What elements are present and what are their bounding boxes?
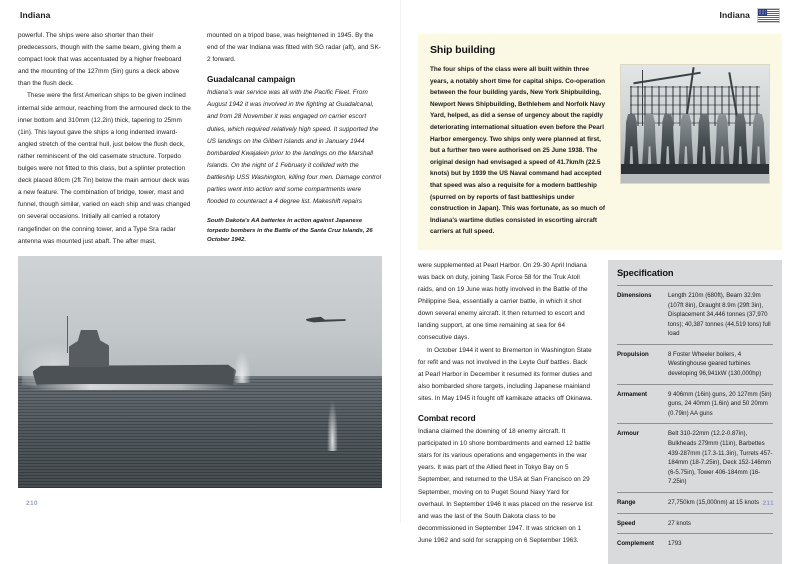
left-column-one bbox=[18, 30, 193, 248]
running-head-right-label: Indiana bbox=[719, 10, 750, 20]
paragraph: These were the first American ships to be given inclined internal side armour, reaching from the armoured deck to the inner bottom and 310mm (12.2in) thick, tapering to 25mm (1in). This layout gave the ships a long indented inward-angled stretch of the central hull, just below the flush deck, rather reminiscent of the old casemate structure. Torpedo bulges were not fitted to this class, but a splinter protection deck placed 80cm (2ft 7in) below the main armour deck was a new feature. The combination of bridge, tower, mast and funnel, though similar, varied on each ship and was changed on several occasions. Initially all carried a rotatory rangefinder on the conning tower, and a Type Sra radar antenna was mounted just abaft. The after mast, bbox=[18, 92, 191, 245]
spec-value: 8 Foster Wheeler boilers, 4 Westinghouse geared turbines developing 96,941kW (130,000hp) bbox=[667, 350, 762, 378]
page-number-right: 211 bbox=[762, 500, 774, 507]
spec-key: Dimensions bbox=[616, 291, 652, 299]
spec-row bbox=[617, 533, 773, 554]
photo-ship-hull bbox=[33, 362, 237, 385]
photo-shell-splash bbox=[327, 400, 338, 451]
spec-value: 1793 bbox=[667, 540, 682, 548]
panel-title: Ship building bbox=[430, 44, 496, 56]
running-head-left bbox=[18, 0, 382, 30]
specification-title: Specification bbox=[616, 267, 674, 278]
running-head-right bbox=[418, 0, 782, 30]
spec-row bbox=[617, 423, 773, 492]
spec-row bbox=[617, 492, 773, 513]
page-number-left: 210 bbox=[26, 500, 38, 507]
left-page bbox=[0, 0, 400, 523]
ship-building-panel bbox=[418, 34, 782, 250]
spec-key: Armament bbox=[616, 390, 648, 398]
paragraph: were supplemented at Pearl Harbor. On 29-30 April Indiana was back on duty, joining Task Force 58 for the Truk Atoll raids, and on 19 June was hotly involved in the Battle of the Philippine Sea, essentially a carrier battle, in which it shot down several enemy aircraft. It then returned to escort and landing support, at one time remaining at sea for 64 consecutive days. bbox=[418, 261, 588, 342]
shipyard-workers-photo bbox=[620, 64, 770, 184]
battleship-firing-aa-photo bbox=[18, 256, 382, 488]
section-heading-guadalcanal: Guadalcanal campaign bbox=[207, 75, 296, 85]
right-column-text bbox=[418, 260, 594, 564]
right-page-lower-columns bbox=[418, 260, 782, 564]
paragraph: In October 1944 it went to Bremerton in Washington State for refit and was not involved in the Leyte Gulf battles. Back at Pearl Harbor in December it resumed its former duties and also bombarded shore targets, including Japanese mainland sites. In May 1945 it fought off kamikaze attacks off Okinawa. bbox=[418, 346, 593, 402]
spec-value: Belt 310-22mm (12.2-0.87in), Bulkheads 279mm (11in), Barbettes 439-287mm (17.3-11.3in), Turrets 457-184mm (18-7.25in), Deck 152-146mm (6-5.75in), Tower 406-184mm (16-7.25in) bbox=[667, 430, 773, 486]
spec-key: Complement bbox=[616, 540, 654, 548]
photo-caption: South Dakota's AA batteries in action against Japanese torpedo bombers in the Battle of the Santa Cruz Islands, 26 October 1942. bbox=[207, 218, 373, 244]
spec-key: Armour bbox=[616, 430, 639, 438]
left-page-columns bbox=[18, 30, 382, 248]
spec-value: 9 406mm (16in) guns, 20 127mm (5in) guns, 24 40mm (1.6in) and 50 20mm (0.79in) AA guns bbox=[667, 390, 772, 417]
worker-figure bbox=[660, 114, 675, 167]
spec-row bbox=[617, 344, 773, 384]
spec-value: 27,750km (15,000nm) at 15 knots bbox=[667, 499, 760, 506]
running-head-left-label: Indiana bbox=[20, 10, 51, 20]
worker-figure bbox=[624, 114, 639, 167]
flag-canton bbox=[758, 9, 767, 16]
usa-flag-icon bbox=[757, 8, 780, 23]
paragraph: Indiana's war service was all with the Pacific Fleet. From August 1942 it was involved in the fighting at Guadalcanal, and from 28 November it was engaged on carrier escort duties, which required relatively high speed. It supported the US landings on the Gilbert Islands and in January 1944 bombarded Kwajalein prior to the landings on the Marshall Islands. On the night of 1 February it collided with the battleship USS Washington, killing four men. Damage control parties went into action and some compartments were flooded to counteract a 4 degree list. Makeshift repairs bbox=[207, 89, 382, 206]
worker-figure bbox=[715, 114, 730, 167]
worker-figure bbox=[678, 114, 693, 167]
worker-figure bbox=[733, 114, 748, 167]
spec-row bbox=[617, 384, 773, 424]
spec-key: Speed bbox=[616, 519, 636, 527]
steel-beam bbox=[621, 164, 769, 173]
spec-key: Range bbox=[616, 499, 636, 506]
paragraph: powerful. The ships were also shorter than their predecessors, though with the same beam, giving them a compact look that was accentuated by a higher freeboard and the mounting of the 127mm (5in) guns a deck above than the flush deck. bbox=[18, 32, 182, 88]
spec-value: Length 210m (680ft), Beam 32.9m (107ft 8in), Draught 8.9m (29ft 3in), Displacement 34,446 tonnes (37,970 tons); 40,387 tonnes (44,519 tons) full load bbox=[667, 291, 771, 338]
panel-body-text: The four ships of the class were all built within three years, a notably short time for capital ships. Co-operation between the four building yards, New York Shipbuilding, Newport News Shipbuilding, Bethlehem and Norfolk Navy Yard, helped, as did a sense of urgency about the rapidly deteriorating international situation even before the Pearl Harbor emergency. Two ships only were planned at first, but a further two were authorised on 25 June 1938. The original design had envisaged a speed of 41.7km/h (22.5 knots) but by 1939 the US Naval command had accepted that speed was also a requisite for a modern battleship (spurred on by reports of fast battleships under construction in Japan). This was fortunate, as so much of Indiana's wartime duties consisted in escorting aircraft carriers at full speed. bbox=[430, 66, 606, 236]
specification-box bbox=[608, 260, 782, 564]
spec-row bbox=[617, 285, 773, 344]
spec-value: 27 knots bbox=[667, 519, 691, 527]
worker-figure bbox=[642, 114, 657, 167]
right-page bbox=[400, 0, 800, 548]
left-column-two bbox=[207, 30, 382, 248]
paragraph: mounted on a tripod base, was heightened in 1945. By the end of the war Indiana was fitted with SG radar (aft), and SK-2 forward. bbox=[207, 32, 381, 64]
seated-workers-row bbox=[624, 105, 766, 166]
photo-shell-splash bbox=[233, 351, 251, 383]
worker-figure bbox=[697, 114, 712, 167]
worker-figure bbox=[751, 114, 766, 167]
yard-ground bbox=[621, 174, 769, 183]
panel-content bbox=[430, 64, 770, 238]
spec-key: Propulsion bbox=[616, 350, 649, 358]
section-heading-combat-record: Combat record bbox=[418, 414, 476, 424]
paragraph: Indiana claimed the downing of 18 enemy aircraft. It participated in 10 shore bombardments and earned 12 battle stars for its various operations and engagements in the war years. It was part of the Allied fleet in Tokyo Bay on 5 September, and returned to the USA at San Francisco on 29 September, moving on to Puget Sound Navy Yard for overhaul. In September 1946 it was placed on the reserve list and was the last of the South Dakota class to be decommissioned in September 1947. It was stricken on 1 June 1962 and sold for scrapping on 6 September 1963. bbox=[418, 428, 593, 544]
photo-ship-wake bbox=[29, 384, 233, 390]
photo-ship-mast bbox=[67, 316, 68, 353]
